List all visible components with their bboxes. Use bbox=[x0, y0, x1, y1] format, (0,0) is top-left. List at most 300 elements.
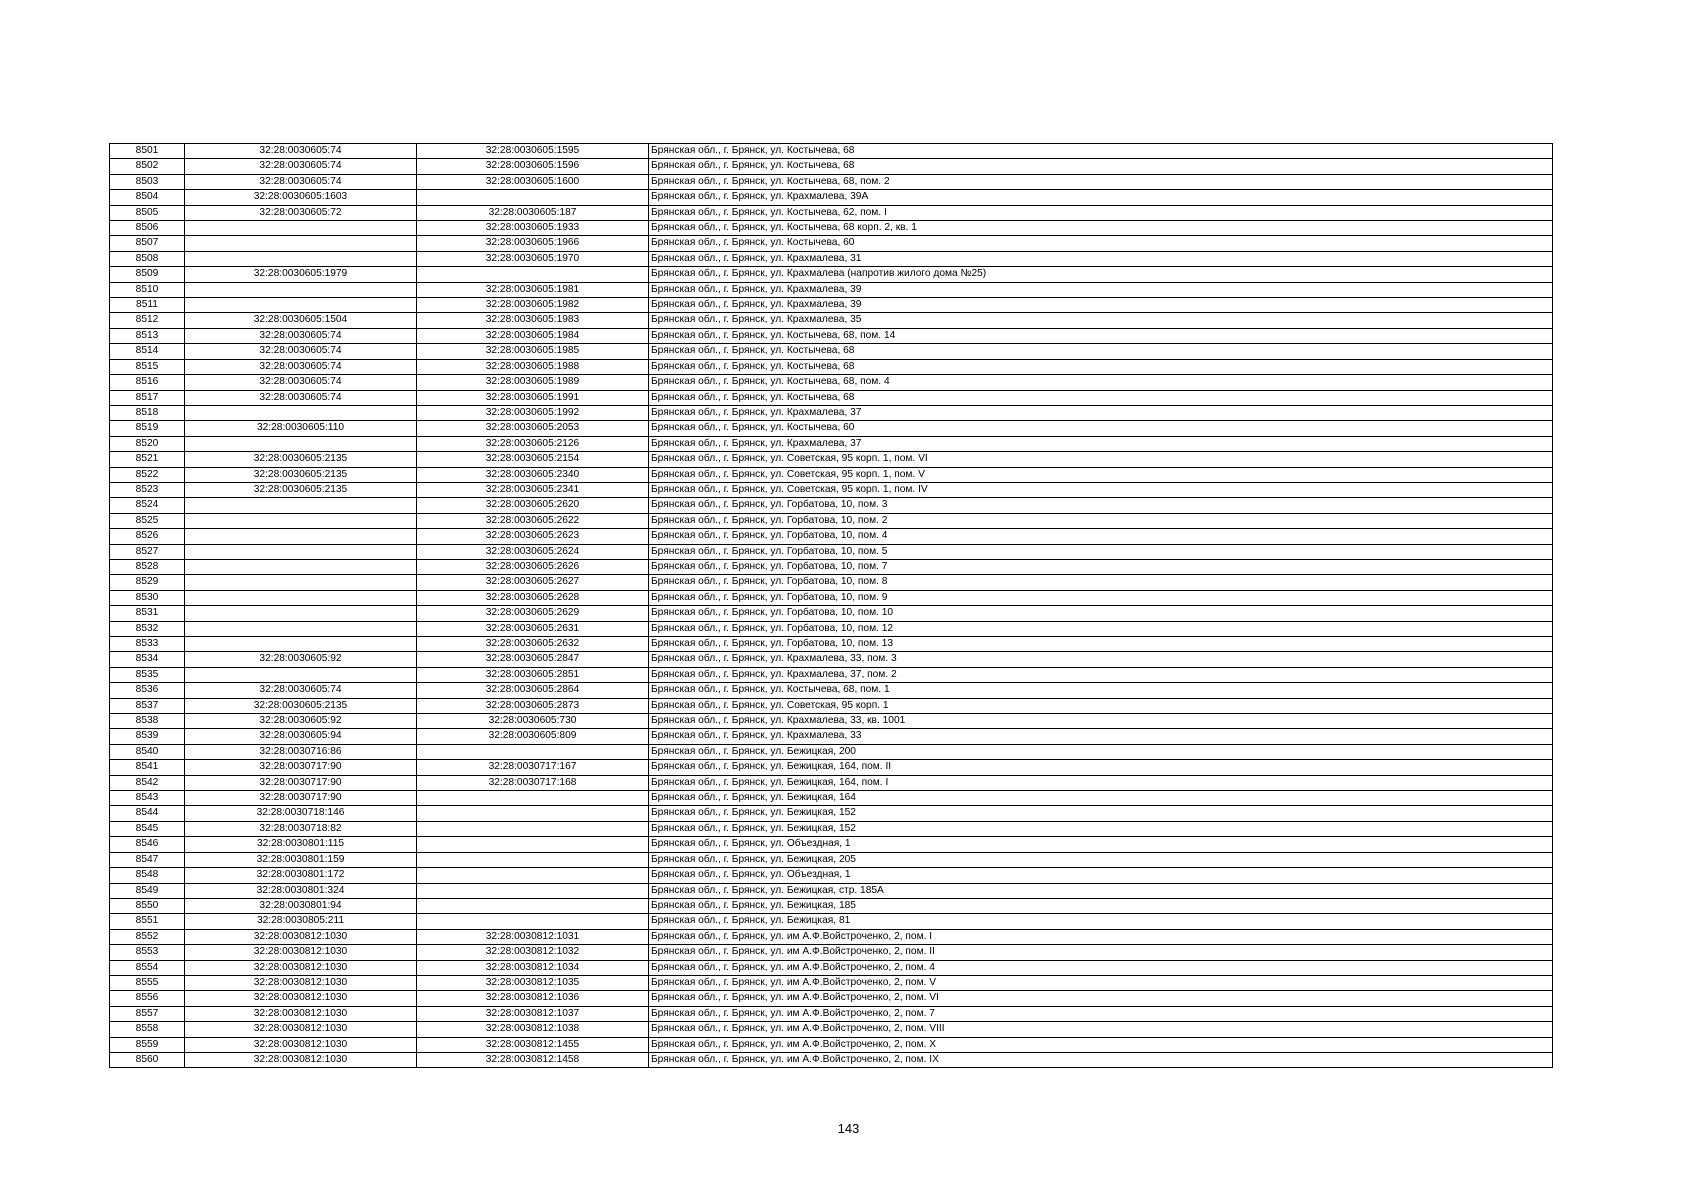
cadastral-number-cell bbox=[185, 298, 417, 313]
table-row bbox=[110, 221, 1553, 236]
address-cell: Брянская обл., г. Брянск, ул. Крахмалева, 37, пом. 2 bbox=[649, 667, 1553, 682]
object-cadastral-number-cell: 32:28:0030605:2631 bbox=[417, 621, 649, 636]
address-cell: Брянская обл., г. Брянск, ул. Крахмалева, 33, кв. 1001 bbox=[649, 714, 1553, 729]
cadastral-number-cell bbox=[185, 282, 417, 297]
row-number-cell: 8516 bbox=[110, 375, 185, 390]
address-cell: Брянская обл., г. Брянск, ул. Крахмалева, 39А bbox=[649, 190, 1553, 205]
object-cadastral-number-cell: 32:28:0030605:2626 bbox=[417, 559, 649, 574]
object-cadastral-number-cell: 32:28:0030605:1991 bbox=[417, 390, 649, 405]
table-row bbox=[110, 652, 1553, 667]
row-number-cell: 8549 bbox=[110, 883, 185, 898]
object-cadastral-number-cell bbox=[417, 267, 649, 282]
table-row bbox=[110, 667, 1553, 682]
table-row bbox=[110, 606, 1553, 621]
address-cell: Брянская обл., г. Брянск, ул. Бежицкая, 152 bbox=[649, 806, 1553, 821]
address-cell: Брянская обл., г. Брянск, ул. Горбатова, 10, пом. 5 bbox=[649, 544, 1553, 559]
row-number-cell: 8542 bbox=[110, 775, 185, 790]
cadastral-number-cell: 32:28:0030718:82 bbox=[185, 821, 417, 836]
address-cell: Брянская обл., г. Брянск, ул. Крахмалева, 33, пом. 3 bbox=[649, 652, 1553, 667]
object-cadastral-number-cell bbox=[417, 883, 649, 898]
object-cadastral-number-cell: 32:28:0030605:2624 bbox=[417, 544, 649, 559]
address-cell: Брянская обл., г. Брянск, ул. Бежицкая, 152 bbox=[649, 821, 1553, 836]
row-number-cell: 8505 bbox=[110, 205, 185, 220]
address-cell: Брянская обл., г. Брянск, ул. Советская, 95 корп. 1, пом. VI bbox=[649, 452, 1553, 467]
object-cadastral-number-cell bbox=[417, 190, 649, 205]
address-cell: Брянская обл., г. Брянск, ул. Бежицкая, 205 bbox=[649, 852, 1553, 867]
cadastral-number-cell: 32:28:0030717:90 bbox=[185, 791, 417, 806]
table-row bbox=[110, 390, 1553, 405]
cadastral-number-cell: 32:28:0030605:2135 bbox=[185, 698, 417, 713]
object-cadastral-number-cell: 32:28:0030605:2632 bbox=[417, 637, 649, 652]
object-cadastral-number-cell: 32:28:0030605:1982 bbox=[417, 298, 649, 313]
cadastral-number-cell: 32:28:0030812:1030 bbox=[185, 945, 417, 960]
object-cadastral-number-cell: 32:28:0030605:2340 bbox=[417, 467, 649, 482]
cadastral-number-cell: 32:28:0030812:1030 bbox=[185, 1037, 417, 1052]
address-cell: Брянская обл., г. Брянск, ул. Советская, 95 корп. 1, пом. V bbox=[649, 467, 1553, 482]
object-cadastral-number-cell bbox=[417, 791, 649, 806]
object-cadastral-number-cell: 32:28:0030605:2851 bbox=[417, 667, 649, 682]
address-cell: Брянская обл., г. Брянск, ул. Горбатова, 10, пом. 9 bbox=[649, 590, 1553, 605]
address-cell: Брянская обл., г. Брянск, ул. Советская, 95 корп. 1, пом. IV bbox=[649, 482, 1553, 497]
cadastral-number-cell: 32:28:0030801:159 bbox=[185, 852, 417, 867]
row-number-cell: 8555 bbox=[110, 975, 185, 990]
object-cadastral-number-cell: 32:28:0030605:1988 bbox=[417, 359, 649, 374]
cadastral-number-cell bbox=[185, 251, 417, 266]
cadastral-number-cell: 32:28:0030812:1030 bbox=[185, 929, 417, 944]
object-cadastral-number-cell: 32:28:0030605:1992 bbox=[417, 405, 649, 420]
table-row bbox=[110, 328, 1553, 343]
object-cadastral-number-cell: 32:28:0030605:1596 bbox=[417, 159, 649, 174]
table-row bbox=[110, 344, 1553, 359]
row-number-cell: 8550 bbox=[110, 898, 185, 913]
object-cadastral-number-cell: 32:28:0030605:2627 bbox=[417, 575, 649, 590]
row-number-cell: 8544 bbox=[110, 806, 185, 821]
row-number-cell: 8559 bbox=[110, 1037, 185, 1052]
row-number-cell: 8552 bbox=[110, 929, 185, 944]
object-cadastral-number-cell: 32:28:0030812:1034 bbox=[417, 960, 649, 975]
table-row bbox=[110, 436, 1553, 451]
row-number-cell: 8536 bbox=[110, 683, 185, 698]
row-number-cell: 8535 bbox=[110, 667, 185, 682]
object-cadastral-number-cell: 32:28:0030605:2126 bbox=[417, 436, 649, 451]
address-cell: Брянская обл., г. Брянск, ул. Горбатова, 10, пом. 10 bbox=[649, 606, 1553, 621]
cadastral-number-cell: 32:28:0030812:1030 bbox=[185, 960, 417, 975]
row-number-cell: 8539 bbox=[110, 729, 185, 744]
cadastral-number-cell bbox=[185, 221, 417, 236]
table-row bbox=[110, 559, 1553, 574]
object-cadastral-number-cell: 32:28:0030605:1989 bbox=[417, 375, 649, 390]
address-cell: Брянская обл., г. Брянск, ул. Костычева, 62, пом. I bbox=[649, 205, 1553, 220]
object-cadastral-number-cell: 32:28:0030812:1455 bbox=[417, 1037, 649, 1052]
address-cell: Брянская обл., г. Брянск, ул. Костычева, 68 bbox=[649, 344, 1553, 359]
cadastral-number-cell: 32:28:0030605:94 bbox=[185, 729, 417, 744]
row-number-cell: 8548 bbox=[110, 868, 185, 883]
cadastral-number-cell: 32:28:0030605:1979 bbox=[185, 267, 417, 282]
cadastral-number-cell: 32:28:0030605:92 bbox=[185, 714, 417, 729]
table-row bbox=[110, 236, 1553, 251]
object-cadastral-number-cell: 32:28:0030605:1595 bbox=[417, 144, 649, 159]
table-row bbox=[110, 960, 1553, 975]
address-cell: Брянская обл., г. Брянск, ул. Бежицкая, 81 bbox=[649, 914, 1553, 929]
row-number-cell: 8527 bbox=[110, 544, 185, 559]
row-number-cell: 8558 bbox=[110, 1022, 185, 1037]
object-cadastral-number-cell: 32:28:0030605:1970 bbox=[417, 251, 649, 266]
address-cell: Брянская обл., г. Брянск, ул. Костычева, 68 bbox=[649, 359, 1553, 374]
address-cell: Брянская обл., г. Брянск, ул. Горбатова, 10, пом. 4 bbox=[649, 529, 1553, 544]
object-cadastral-number-cell: 32:28:0030605:809 bbox=[417, 729, 649, 744]
cadastral-number-cell: 32:28:0030812:1030 bbox=[185, 975, 417, 990]
table-row bbox=[110, 760, 1553, 775]
row-number-cell: 8540 bbox=[110, 744, 185, 759]
row-number-cell: 8521 bbox=[110, 452, 185, 467]
cadastral-number-cell: 32:28:0030605:110 bbox=[185, 421, 417, 436]
table-row bbox=[110, 498, 1553, 513]
table-row bbox=[110, 698, 1553, 713]
table-row bbox=[110, 313, 1553, 328]
address-cell: Брянская обл., г. Брянск, ул. Крахмалева, 39 bbox=[649, 298, 1553, 313]
cadastral-number-cell: 32:28:0030605:74 bbox=[185, 159, 417, 174]
table-row bbox=[110, 421, 1553, 436]
table-row bbox=[110, 791, 1553, 806]
row-number-cell: 8504 bbox=[110, 190, 185, 205]
cadastral-number-cell bbox=[185, 529, 417, 544]
address-cell: Брянская обл., г. Брянск, ул. Бежицкая, 185 bbox=[649, 898, 1553, 913]
table-row bbox=[110, 452, 1553, 467]
cadastral-number-cell: 32:28:0030716:86 bbox=[185, 744, 417, 759]
cadastral-number-cell bbox=[185, 621, 417, 636]
table-row bbox=[110, 1052, 1553, 1067]
cadastral-number-cell: 32:28:0030805:211 bbox=[185, 914, 417, 929]
row-number-cell: 8508 bbox=[110, 251, 185, 266]
cadastral-number-cell: 32:28:0030812:1030 bbox=[185, 991, 417, 1006]
address-cell: Брянская обл., г. Брянск, ул. Костычева, 68, пом. 14 bbox=[649, 328, 1553, 343]
address-cell: Брянская обл., г. Брянск, ул. Объездная, 1 bbox=[649, 837, 1553, 852]
table-row bbox=[110, 513, 1553, 528]
row-number-cell: 8538 bbox=[110, 714, 185, 729]
row-number-cell: 8517 bbox=[110, 390, 185, 405]
row-number-cell: 8512 bbox=[110, 313, 185, 328]
object-cadastral-number-cell: 32:28:0030605:2873 bbox=[417, 698, 649, 713]
table-row bbox=[110, 482, 1553, 497]
cadastral-number-cell: 32:28:0030812:1030 bbox=[185, 1022, 417, 1037]
cadastral-number-cell bbox=[185, 637, 417, 652]
object-cadastral-number-cell: 32:28:0030605:2620 bbox=[417, 498, 649, 513]
row-number-cell: 8511 bbox=[110, 298, 185, 313]
table-row bbox=[110, 174, 1553, 189]
registry-table bbox=[109, 143, 1553, 1068]
address-cell: Брянская обл., г. Брянск, ул. им А.Ф.Войстроченко, 2, пом. IX bbox=[649, 1052, 1553, 1067]
row-number-cell: 8502 bbox=[110, 159, 185, 174]
row-number-cell: 8501 bbox=[110, 144, 185, 159]
table-row bbox=[110, 744, 1553, 759]
cadastral-number-cell: 32:28:0030605:74 bbox=[185, 144, 417, 159]
object-cadastral-number-cell: 32:28:0030605:730 bbox=[417, 714, 649, 729]
object-cadastral-number-cell: 32:28:0030605:2341 bbox=[417, 482, 649, 497]
address-cell: Брянская обл., г. Брянск, ул. Костычева, 68 корп. 2, кв. 1 bbox=[649, 221, 1553, 236]
row-number-cell: 8546 bbox=[110, 837, 185, 852]
object-cadastral-number-cell bbox=[417, 821, 649, 836]
table-row bbox=[110, 205, 1553, 220]
cadastral-number-cell: 32:28:0030605:2135 bbox=[185, 482, 417, 497]
cadastral-number-cell: 32:28:0030605:1504 bbox=[185, 313, 417, 328]
table-row bbox=[110, 575, 1553, 590]
address-cell: Брянская обл., г. Брянск, ул. Советская, 95 корп. 1 bbox=[649, 698, 1553, 713]
table-row bbox=[110, 775, 1553, 790]
address-cell: Брянская обл., г. Брянск, ул. Костычева, 68, пом. 1 bbox=[649, 683, 1553, 698]
row-number-cell: 8509 bbox=[110, 267, 185, 282]
cadastral-number-cell: 32:28:0030605:74 bbox=[185, 344, 417, 359]
object-cadastral-number-cell: 32:28:0030605:1983 bbox=[417, 313, 649, 328]
object-cadastral-number-cell: 32:28:0030605:1985 bbox=[417, 344, 649, 359]
table-row bbox=[110, 590, 1553, 605]
row-number-cell: 8554 bbox=[110, 960, 185, 975]
object-cadastral-number-cell: 32:28:0030605:1966 bbox=[417, 236, 649, 251]
address-cell: Брянская обл., г. Брянск, ул. Костычева, 68, пом. 2 bbox=[649, 174, 1553, 189]
table-row bbox=[110, 837, 1553, 852]
cadastral-number-cell: 32:28:0030812:1030 bbox=[185, 1006, 417, 1021]
cadastral-number-cell: 32:28:0030605:2135 bbox=[185, 467, 417, 482]
table-row bbox=[110, 852, 1553, 867]
object-cadastral-number-cell: 32:28:0030812:1038 bbox=[417, 1022, 649, 1037]
cadastral-number-cell: 32:28:0030801:324 bbox=[185, 883, 417, 898]
address-cell: Брянская обл., г. Брянск, ул. Бежицкая, 164 bbox=[649, 791, 1553, 806]
cadastral-number-cell: 32:28:0030605:1603 bbox=[185, 190, 417, 205]
object-cadastral-number-cell bbox=[417, 806, 649, 821]
row-number-cell: 8532 bbox=[110, 621, 185, 636]
table-row bbox=[110, 1022, 1553, 1037]
address-cell: Брянская обл., г. Брянск, ул. Крахмалева, 31 bbox=[649, 251, 1553, 266]
object-cadastral-number-cell: 32:28:0030717:168 bbox=[417, 775, 649, 790]
table-row bbox=[110, 144, 1553, 159]
cadastral-number-cell bbox=[185, 559, 417, 574]
cadastral-number-cell: 32:28:0030801:94 bbox=[185, 898, 417, 913]
address-cell: Брянская обл., г. Брянск, ул. Горбатова, 10, пом. 3 bbox=[649, 498, 1553, 513]
object-cadastral-number-cell: 32:28:0030605:1984 bbox=[417, 328, 649, 343]
row-number-cell: 8547 bbox=[110, 852, 185, 867]
table-row bbox=[110, 868, 1553, 883]
address-cell: Брянская обл., г. Брянск, ул. Горбатова, 10, пом. 12 bbox=[649, 621, 1553, 636]
cadastral-number-cell bbox=[185, 667, 417, 682]
row-number-cell: 8522 bbox=[110, 467, 185, 482]
row-number-cell: 8514 bbox=[110, 344, 185, 359]
object-cadastral-number-cell bbox=[417, 852, 649, 867]
table-row bbox=[110, 529, 1553, 544]
address-cell: Брянская обл., г. Брянск, ул. Горбатова, 10, пом. 13 bbox=[649, 637, 1553, 652]
table-row bbox=[110, 883, 1553, 898]
address-cell: Брянская обл., г. Брянск, ул. Бежицкая, 164, пом. I bbox=[649, 775, 1553, 790]
row-number-cell: 8556 bbox=[110, 991, 185, 1006]
object-cadastral-number-cell: 32:28:0030605:187 bbox=[417, 205, 649, 220]
table-row bbox=[110, 729, 1553, 744]
row-number-cell: 8523 bbox=[110, 482, 185, 497]
address-cell: Брянская обл., г. Брянск, ул. Костычева, 68, пом. 4 bbox=[649, 375, 1553, 390]
table-row bbox=[110, 929, 1553, 944]
cadastral-number-cell bbox=[185, 544, 417, 559]
table-row bbox=[110, 190, 1553, 205]
cadastral-number-cell bbox=[185, 606, 417, 621]
cadastral-number-cell: 32:28:0030605:74 bbox=[185, 390, 417, 405]
address-cell: Брянская обл., г. Брянск, ул. Крахмалева, 37 bbox=[649, 405, 1553, 420]
row-number-cell: 8560 bbox=[110, 1052, 185, 1067]
row-number-cell: 8519 bbox=[110, 421, 185, 436]
row-number-cell: 8545 bbox=[110, 821, 185, 836]
table-row bbox=[110, 914, 1553, 929]
address-cell: Брянская обл., г. Брянск, ул. им А.Ф.Войстроченко, 2, пом. 7 bbox=[649, 1006, 1553, 1021]
row-number-cell: 8543 bbox=[110, 791, 185, 806]
row-number-cell: 8526 bbox=[110, 529, 185, 544]
row-number-cell: 8510 bbox=[110, 282, 185, 297]
cadastral-number-cell: 32:28:0030605:74 bbox=[185, 328, 417, 343]
row-number-cell: 8513 bbox=[110, 328, 185, 343]
table-row bbox=[110, 298, 1553, 313]
cadastral-number-cell: 32:28:0030801:115 bbox=[185, 837, 417, 852]
address-cell: Брянская обл., г. Брянск, ул. Костычева, 60 bbox=[649, 421, 1553, 436]
row-number-cell: 8530 bbox=[110, 590, 185, 605]
address-cell: Брянская обл., г. Брянск, ул. Крахмалева, 39 bbox=[649, 282, 1553, 297]
address-cell: Брянская обл., г. Брянск, ул. Бежицкая, 164, пом. II bbox=[649, 760, 1553, 775]
table-row bbox=[110, 375, 1553, 390]
row-number-cell: 8531 bbox=[110, 606, 185, 621]
table-row bbox=[110, 945, 1553, 960]
row-number-cell: 8553 bbox=[110, 945, 185, 960]
address-cell: Брянская обл., г. Брянск, ул. Костычева, 68 bbox=[649, 390, 1553, 405]
table-row bbox=[110, 282, 1553, 297]
address-cell: Брянская обл., г. Брянск, ул. им А.Ф.Войстроченко, 2, пом. V bbox=[649, 975, 1553, 990]
table-row bbox=[110, 267, 1553, 282]
address-cell: Брянская обл., г. Брянск, ул. Крахмалева, 37 bbox=[649, 436, 1553, 451]
address-cell: Брянская обл., г. Брянск, ул. Крахмалева, 35 bbox=[649, 313, 1553, 328]
address-cell: Брянская обл., г. Брянск, ул. им А.Ф.Войстроченко, 2, пом. I bbox=[649, 929, 1553, 944]
object-cadastral-number-cell: 32:28:0030812:1458 bbox=[417, 1052, 649, 1067]
address-cell: Брянская обл., г. Брянск, ул. Крахмалева (напротив жилого дома №25) bbox=[649, 267, 1553, 282]
object-cadastral-number-cell: 32:28:0030812:1031 bbox=[417, 929, 649, 944]
object-cadastral-number-cell: 32:28:0030605:2053 bbox=[417, 421, 649, 436]
row-number-cell: 8507 bbox=[110, 236, 185, 251]
row-number-cell: 8515 bbox=[110, 359, 185, 374]
address-cell: Брянская обл., г. Брянск, ул. Бежицкая, стр. 185А bbox=[649, 883, 1553, 898]
table-row bbox=[110, 991, 1553, 1006]
cadastral-number-cell: 32:28:0030801:172 bbox=[185, 868, 417, 883]
address-cell: Брянская обл., г. Брянск, ул. Горбатова, 10, пом. 2 bbox=[649, 513, 1553, 528]
table-row bbox=[110, 467, 1553, 482]
registry-table-body bbox=[110, 144, 1553, 1068]
object-cadastral-number-cell bbox=[417, 837, 649, 852]
row-number-cell: 8525 bbox=[110, 513, 185, 528]
object-cadastral-number-cell: 32:28:0030812:1035 bbox=[417, 975, 649, 990]
object-cadastral-number-cell: 32:28:0030605:1933 bbox=[417, 221, 649, 236]
address-cell: Брянская обл., г. Брянск, ул. Бежицкая, 200 bbox=[649, 744, 1553, 759]
table-row bbox=[110, 714, 1553, 729]
address-cell: Брянская обл., г. Брянск, ул. им А.Ф.Войстроченко, 2, пом. VIII bbox=[649, 1022, 1553, 1037]
table-row bbox=[110, 898, 1553, 913]
row-number-cell: 8503 bbox=[110, 174, 185, 189]
address-cell: Брянская обл., г. Брянск, ул. им А.Ф.Войстроченко, 2, пом. II bbox=[649, 945, 1553, 960]
address-cell: Брянская обл., г. Брянск, ул. Крахмалева, 33 bbox=[649, 729, 1553, 744]
object-cadastral-number-cell: 32:28:0030605:2628 bbox=[417, 590, 649, 605]
cadastral-number-cell bbox=[185, 513, 417, 528]
address-cell: Брянская обл., г. Брянск, ул. им А.Ф.Войстроченко, 2, пом. 4 bbox=[649, 960, 1553, 975]
cadastral-number-cell: 32:28:0030605:92 bbox=[185, 652, 417, 667]
cadastral-number-cell: 32:28:0030718:146 bbox=[185, 806, 417, 821]
row-number-cell: 8533 bbox=[110, 637, 185, 652]
table-row bbox=[110, 359, 1553, 374]
cadastral-number-cell: 32:28:0030717:90 bbox=[185, 760, 417, 775]
address-cell: Брянская обл., г. Брянск, ул. Горбатова, 10, пом. 7 bbox=[649, 559, 1553, 574]
address-cell: Брянская обл., г. Брянск, ул. им А.Ф.Войстроченко, 2, пом. VI bbox=[649, 991, 1553, 1006]
table-row bbox=[110, 251, 1553, 266]
row-number-cell: 8541 bbox=[110, 760, 185, 775]
table-row bbox=[110, 975, 1553, 990]
row-number-cell: 8551 bbox=[110, 914, 185, 929]
object-cadastral-number-cell: 32:28:0030605:1600 bbox=[417, 174, 649, 189]
object-cadastral-number-cell: 32:28:0030812:1037 bbox=[417, 1006, 649, 1021]
object-cadastral-number-cell: 32:28:0030605:2623 bbox=[417, 529, 649, 544]
cadastral-number-cell bbox=[185, 590, 417, 605]
object-cadastral-number-cell bbox=[417, 898, 649, 913]
cadastral-number-cell bbox=[185, 405, 417, 420]
cadastral-number-cell bbox=[185, 436, 417, 451]
table-row bbox=[110, 683, 1553, 698]
object-cadastral-number-cell: 32:28:0030605:2154 bbox=[417, 452, 649, 467]
object-cadastral-number-cell: 32:28:0030605:2864 bbox=[417, 683, 649, 698]
object-cadastral-number-cell bbox=[417, 868, 649, 883]
table-row bbox=[110, 637, 1553, 652]
cadastral-number-cell bbox=[185, 236, 417, 251]
address-cell: Брянская обл., г. Брянск, ул. Горбатова, 10, пом. 8 bbox=[649, 575, 1553, 590]
object-cadastral-number-cell: 32:28:0030717:167 bbox=[417, 760, 649, 775]
object-cadastral-number-cell bbox=[417, 914, 649, 929]
object-cadastral-number-cell: 32:28:0030605:2622 bbox=[417, 513, 649, 528]
table-row bbox=[110, 544, 1553, 559]
address-cell: Брянская обл., г. Брянск, ул. Костычева, 60 bbox=[649, 236, 1553, 251]
cadastral-number-cell: 32:28:0030605:74 bbox=[185, 359, 417, 374]
row-number-cell: 8524 bbox=[110, 498, 185, 513]
row-number-cell: 8506 bbox=[110, 221, 185, 236]
object-cadastral-number-cell: 32:28:0030812:1032 bbox=[417, 945, 649, 960]
address-cell: Брянская обл., г. Брянск, ул. Объездная, 1 bbox=[649, 868, 1553, 883]
page-number: 143 bbox=[837, 1121, 860, 1136]
object-cadastral-number-cell bbox=[417, 744, 649, 759]
row-number-cell: 8518 bbox=[110, 405, 185, 420]
address-cell: Брянская обл., г. Брянск, ул. им А.Ф.Войстроченко, 2, пом. X bbox=[649, 1037, 1553, 1052]
cadastral-number-cell bbox=[185, 575, 417, 590]
row-number-cell: 8529 bbox=[110, 575, 185, 590]
table-row bbox=[110, 621, 1553, 636]
cadastral-number-cell: 32:28:0030812:1030 bbox=[185, 1052, 417, 1067]
table-row bbox=[110, 1006, 1553, 1021]
row-number-cell: 8537 bbox=[110, 698, 185, 713]
cadastral-number-cell: 32:28:0030605:2135 bbox=[185, 452, 417, 467]
object-cadastral-number-cell: 32:28:0030605:2847 bbox=[417, 652, 649, 667]
address-cell: Брянская обл., г. Брянск, ул. Костычева, 68 bbox=[649, 144, 1553, 159]
row-number-cell: 8528 bbox=[110, 559, 185, 574]
table-row bbox=[110, 159, 1553, 174]
table-row bbox=[110, 821, 1553, 836]
cadastral-number-cell: 32:28:0030605:74 bbox=[185, 174, 417, 189]
row-number-cell: 8557 bbox=[110, 1006, 185, 1021]
cadastral-number-cell: 32:28:0030605:72 bbox=[185, 205, 417, 220]
table-row bbox=[110, 1037, 1553, 1052]
row-number-cell: 8520 bbox=[110, 436, 185, 451]
cadastral-number-cell: 32:28:0030717:90 bbox=[185, 775, 417, 790]
address-cell: Брянская обл., г. Брянск, ул. Костычева, 68 bbox=[649, 159, 1553, 174]
table-row bbox=[110, 405, 1553, 420]
cadastral-number-cell bbox=[185, 498, 417, 513]
object-cadastral-number-cell: 32:28:0030605:2629 bbox=[417, 606, 649, 621]
cadastral-number-cell: 32:28:0030605:74 bbox=[185, 375, 417, 390]
row-number-cell: 8534 bbox=[110, 652, 185, 667]
object-cadastral-number-cell: 32:28:0030605:1981 bbox=[417, 282, 649, 297]
